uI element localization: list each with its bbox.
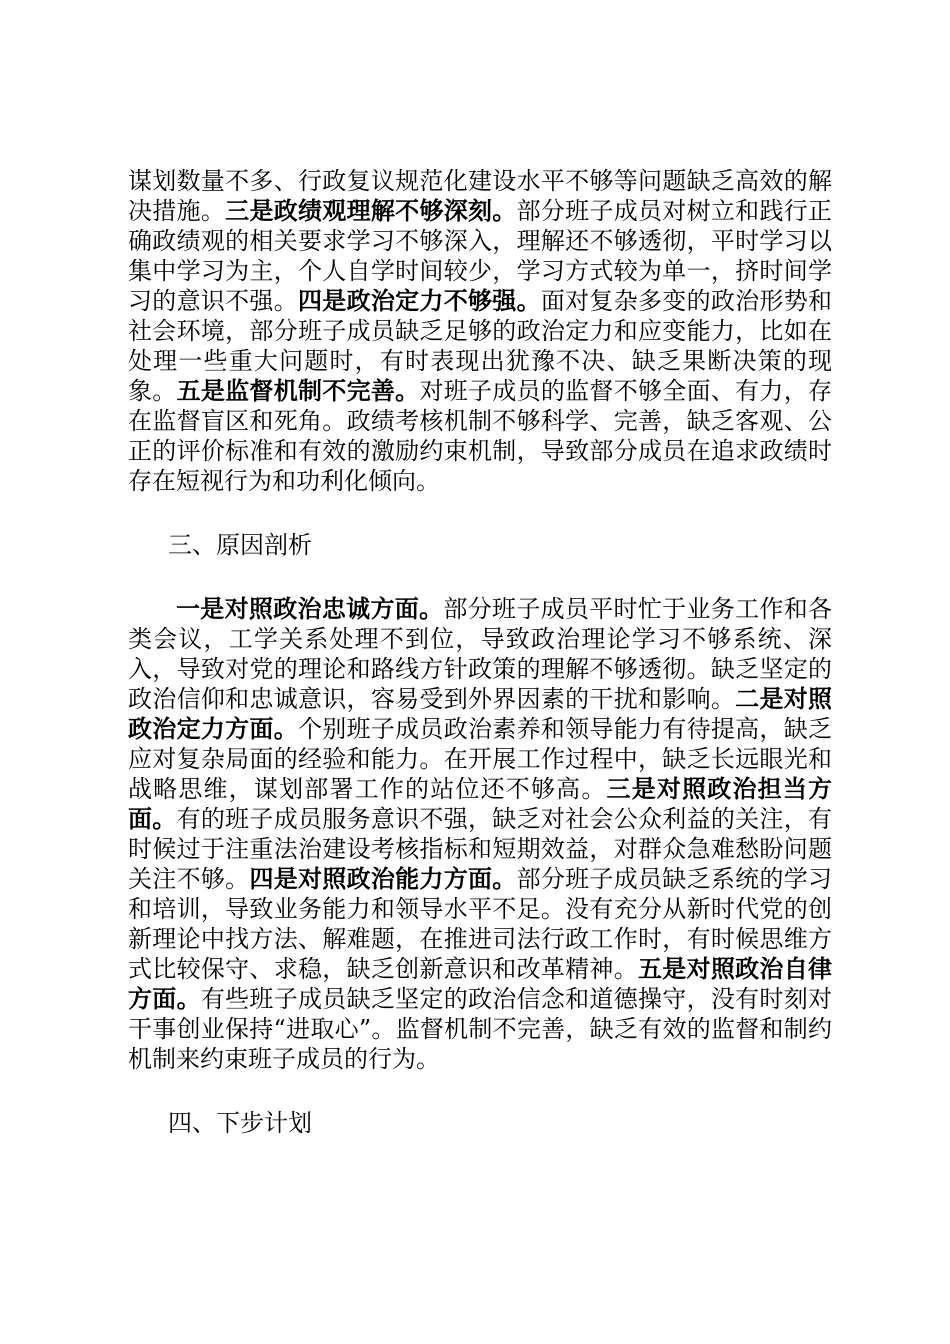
bold-point-4: 四是对照政治能力方面。 xyxy=(249,864,517,893)
bold-point-2: 二是对照政治定力方面。 xyxy=(128,684,833,743)
text-run: 部分班子成员缺乏系统的学习和培训，导致业务能力和领导水平不足。没有充分从新时代党的创新理论中找方法、解难题，在推进司法行政工作时，有时候思维方式比较保守、求稳，缺乏创新意识和改革精神。 xyxy=(128,865,833,983)
bold-point-5: 五是监督机制不完善。 xyxy=(176,376,420,405)
text-run: 对班子成员的监督不够全面、有力，存在监督盲区和死角。政绩考核机制不够科学、完善，缺乏客观、公正的评价标准和有效的激励约束机制，导致部分成员在追求政绩时存在短视行为和功利化倾向。 xyxy=(128,377,833,495)
text-run: 谋划数量不多、行政复议规范化建设水平不够等问题缺乏高效的解决措施。 xyxy=(128,167,832,225)
text-run: 部分班子成员平时忙于业务工作和各类会议，工学关系处理不到位，导致政治理论学习不够系统、深入，导致对党的理论和路线方针政策的理解不够透彻。缺乏坚定的政治信仰和忠诚意识，容易受到外界因素的干扰和影响。 xyxy=(128,595,833,713)
text-run: 个别班子成员政治素养和领导能力有待提高，缺乏应对复杂局面的经验和能力。在开展工作过程中，缺乏长远眼光和战略思维，谋划部署工作的站位还不够高。 xyxy=(128,715,832,803)
bold-point-3: 三是政绩观理解不够深刻。 xyxy=(225,196,517,225)
paragraph-cause-analysis xyxy=(128,594,832,1074)
bold-point-4: 四是政治定力不够强。 xyxy=(298,286,541,315)
section-heading-next-steps: 四、下步计划 xyxy=(168,1109,312,1137)
bold-point-3: 三是对照政治担当方面。 xyxy=(128,774,833,833)
document-page xyxy=(128,166,832,1138)
spacer xyxy=(128,1074,832,1108)
spacer xyxy=(128,560,832,594)
text-run: 有的班子成员服务意识不强，缺乏对社会公众利益的关注，有时候过于注重法治建设考核指标和短期效益，对群众急难愁盼问题关注不够。 xyxy=(128,805,833,893)
section-heading-cause-analysis: 三、原因剖析 xyxy=(168,531,312,559)
text-run: 有些班子成员缺乏坚定的政治信念和道德操守，没有时刻对干事创业保持“进取心”。监督机制不完善，缺乏有效的监督和制约机制来约束班子成员的行为。 xyxy=(128,985,833,1073)
text-run: 部分班子成员对树立和践行正确政绩观的相关要求学习不够深入，理解还不够透彻，平时学习以集中学习为主，个人自学时间较少，学习方式较为单一，挤时间学习的意识不强。 xyxy=(128,197,833,315)
paragraph-problems-continued xyxy=(128,166,832,496)
bold-point-5: 五是对照政治自律方面。 xyxy=(128,954,832,1013)
bold-point-1: 一是对照政治忠诚方面。 xyxy=(176,594,444,623)
text-run: 面对复杂多变的政治形势和社会环境，部分班子成员缺乏足够的政治定力和应变能力，比如在处理一些重大问题时，有时表现出犹豫不决、缺乏果断决策的现象。 xyxy=(128,287,833,405)
spacer xyxy=(128,496,832,530)
